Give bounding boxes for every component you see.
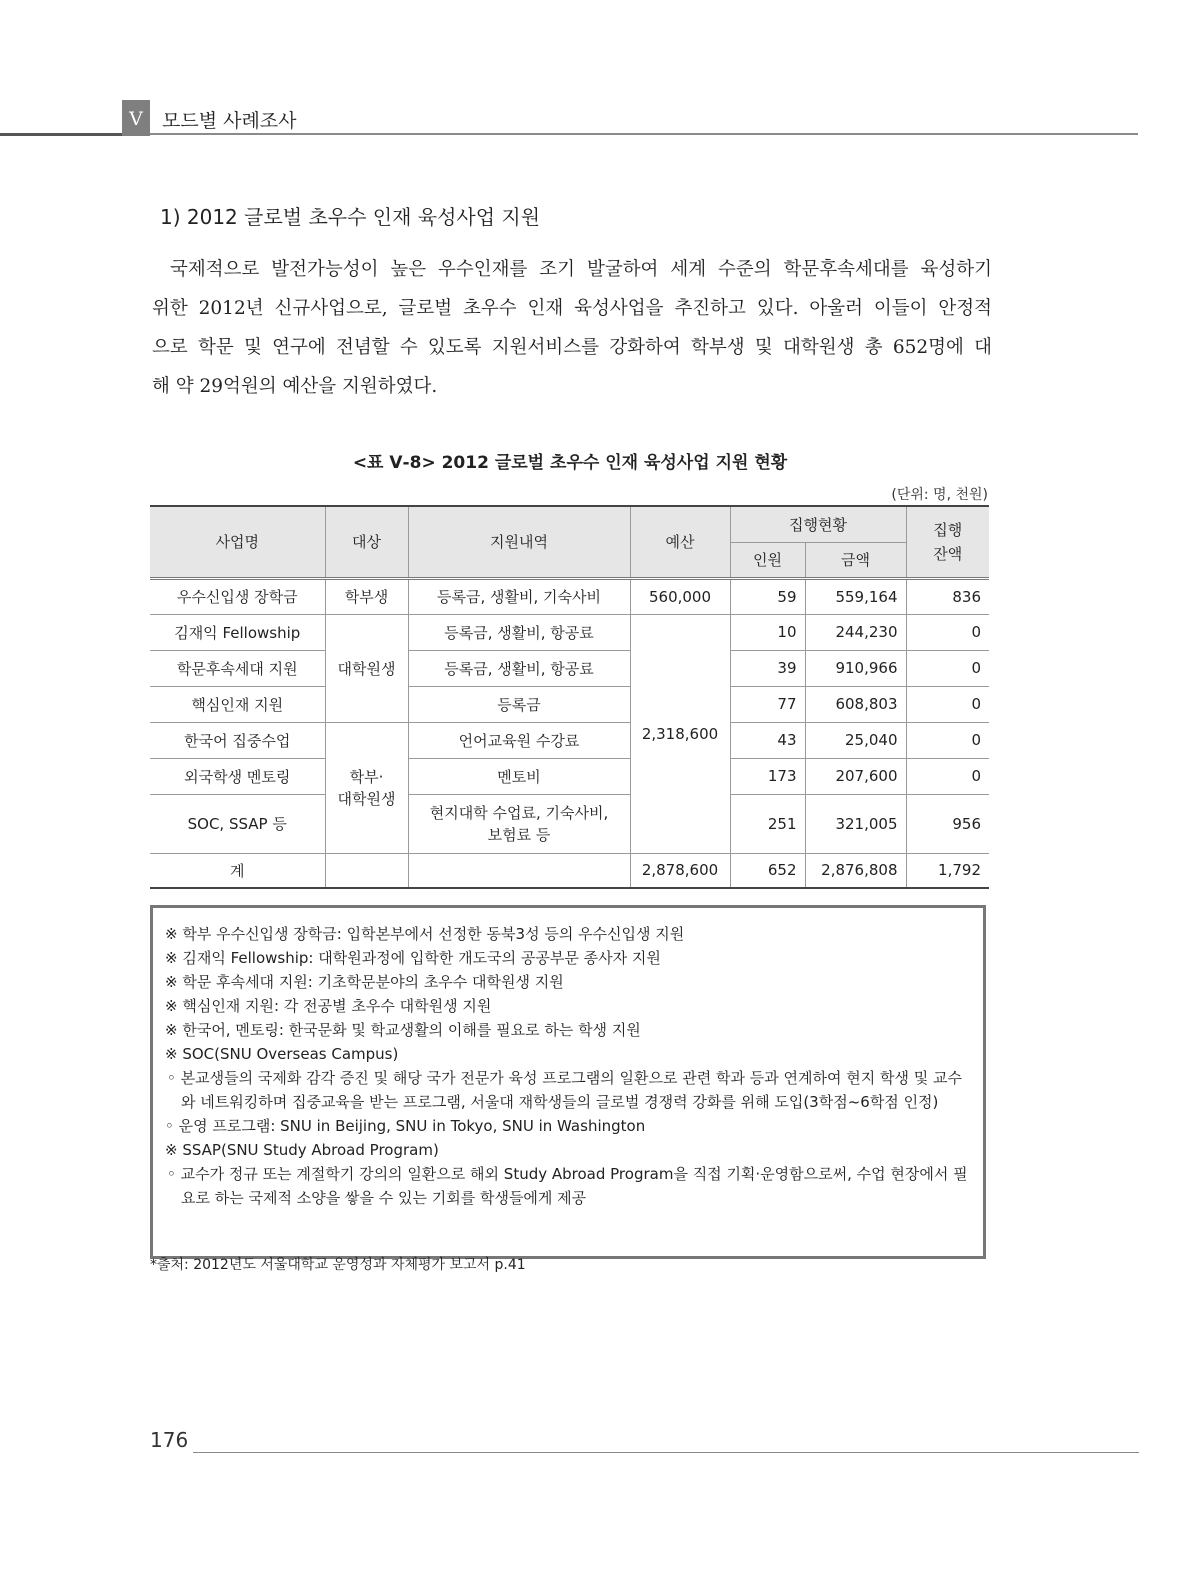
cell-amount: 25,040 xyxy=(805,722,906,758)
paragraph-line: 해 약 29억원의 예산을 지원하였다. xyxy=(152,376,438,397)
cell-content: 등록금, 생활비, 항공료 xyxy=(408,614,630,650)
footer-rule xyxy=(193,1452,1139,1453)
cell-target-mixed-line1: 학부· xyxy=(349,767,384,786)
cell-budget: 560,000 xyxy=(630,578,730,614)
note-item: ◦ 운영 프로그램: SNU in Beijing, SNU in Tokyo, SNU in Washington xyxy=(165,1117,646,1135)
cell-name: 한국어 집중수업 xyxy=(150,722,325,758)
cell-content-line2: 보험료 등 xyxy=(487,825,551,844)
cell-target-mixed-line2: 대학원생 xyxy=(337,789,396,808)
cell-amount: 608,803 xyxy=(805,686,906,722)
table-title: <표 Ⅴ-8> 2012 글로벌 초우수 인재 육성사업 지원 현황 xyxy=(352,453,788,473)
note-item: ※ SSAP(SNU Study Abroad Program) xyxy=(165,1141,439,1159)
cell-balance: 956 xyxy=(906,794,989,853)
cell-balance: 0 xyxy=(906,722,989,758)
cell-total-budget: 2,878,600 xyxy=(630,853,730,888)
cell-target-mixed xyxy=(325,722,408,853)
section-title: 1) 2012 글로벌 초우수 인재 육성사업 지원 xyxy=(160,205,541,229)
cell-target: 학부생 xyxy=(325,578,408,614)
table-row xyxy=(150,614,989,650)
col-header-name: 사업명 xyxy=(150,506,325,578)
cell-name: 학문후속세대 지원 xyxy=(150,650,325,686)
paragraph-line: 국제적으로 발전가능성이 높은 우수인재를 조기 발굴하여 세계 수준의 학문후속세대를 육성하기 xyxy=(170,259,992,280)
table-row xyxy=(150,578,989,614)
table-row xyxy=(150,686,989,722)
cell-budget-merged: 2,318,600 xyxy=(630,614,730,853)
cell-total-persons: 652 xyxy=(730,853,805,888)
cell-balance: 0 xyxy=(906,650,989,686)
table-total-row xyxy=(150,853,989,888)
cell-balance: 0 xyxy=(906,614,989,650)
cell-persons: 10 xyxy=(730,614,805,650)
page-number: 176 xyxy=(150,1428,189,1452)
body-paragraph xyxy=(152,250,992,406)
support-table xyxy=(150,505,989,889)
table-row xyxy=(150,794,989,853)
source-note: *출처: 2012년도 서울대학교 운영성과 자체평가 보고서 p.41 xyxy=(150,1257,526,1273)
cell-name: SOC, SSAP 등 xyxy=(150,794,325,853)
col-header-balance xyxy=(906,506,989,578)
cell-persons: 39 xyxy=(730,650,805,686)
note-item: ※ 학부 우수신입생 장학금: 입학본부에서 선정한 동북3성 등의 우수신입생 지원 xyxy=(165,925,685,943)
table-row xyxy=(150,758,989,794)
cell-amount: 559,164 xyxy=(805,578,906,614)
cell-content-line1: 현지대학 수업료, 기숙사비, xyxy=(429,803,609,822)
cell-name: 핵심인재 지원 xyxy=(150,686,325,722)
cell-amount: 321,005 xyxy=(805,794,906,853)
cell-content: 등록금, 생활비, 기숙사비 xyxy=(408,578,630,614)
note-item: ※ 핵심인재 지원: 각 전공별 초우수 대학원생 지원 xyxy=(165,997,492,1015)
cell-content xyxy=(408,794,630,853)
cell-content: 언어교육원 수강료 xyxy=(408,722,630,758)
cell-persons: 251 xyxy=(730,794,805,853)
header-rule xyxy=(0,133,1138,135)
cell-balance: 0 xyxy=(906,686,989,722)
cell-name: 김재익 Fellowship xyxy=(150,614,325,650)
cell-balance: 0 xyxy=(906,758,989,794)
col-header-target: 대상 xyxy=(325,506,408,578)
cell-content: 등록금 xyxy=(408,686,630,722)
note-item: ※ 한국어, 멘토링: 한국문화 및 학교생활의 이해를 필요로 하는 학생 지원 xyxy=(165,1021,641,1039)
cell-persons: 173 xyxy=(730,758,805,794)
paragraph-line: 으로 학문 및 연구에 전념할 수 있도록 지원서비스를 강화하여 학부생 및 대학원생 총 652명에 대 xyxy=(152,337,992,358)
cell-content: 등록금, 생활비, 항공료 xyxy=(408,650,630,686)
notes-box xyxy=(150,905,986,1259)
table-row xyxy=(150,722,989,758)
table-unit: (단위: 명, 천원) xyxy=(891,487,988,503)
col-header-budget: 예산 xyxy=(630,506,730,578)
col-header-balance-line2: 잔액 xyxy=(933,544,963,563)
cell-empty xyxy=(408,853,630,888)
cell-total-balance: 1,792 xyxy=(906,853,989,888)
cell-amount: 244,230 xyxy=(805,614,906,650)
note-item: ◦ 교수가 정규 또는 계절학기 강의의 일환으로 해외 Study Abroad Program을 직접 기획·운영함으로써, 수업 현장에서 필요로 하는 국제적 소양을 쌓을 수 있는 기회를 학생들에게 제공 xyxy=(167,1165,968,1207)
cell-amount: 910,966 xyxy=(805,650,906,686)
cell-persons: 43 xyxy=(730,722,805,758)
note-item: ◦ 본교생들의 국제화 감각 증진 및 해당 국가 전문가 육성 프로그램의 일환으로 관련 학과 등과 연계하여 현지 학생 및 교수와 네트워킹하며 집중교육을 받는 프로그램, 서울대 재학생들의 글로벌 경쟁력 강화를 위해 도입(3학점~6학점 인정) xyxy=(167,1069,962,1111)
col-header-execution: 집행현황 xyxy=(730,506,906,542)
cell-empty xyxy=(325,853,408,888)
chapter-number-badge: V xyxy=(122,100,150,136)
note-item: ※ SOC(SNU Overseas Campus) xyxy=(165,1045,399,1063)
paragraph-line: 위한 2012년 신규사업으로, 글로벌 초우수 인재 육성사업을 추진하고 있다. 아울러 이들이 안정적 xyxy=(152,298,992,319)
cell-content: 멘토비 xyxy=(408,758,630,794)
chapter-title: 모드별 사례조사 xyxy=(162,110,297,132)
cell-balance: 836 xyxy=(906,578,989,614)
col-header-balance-line1: 집행 xyxy=(933,520,963,539)
cell-persons: 59 xyxy=(730,578,805,614)
cell-target-grad: 대학원생 xyxy=(325,614,408,722)
cell-name: 우수신입생 장학금 xyxy=(150,578,325,614)
cell-name: 외국학생 멘토링 xyxy=(150,758,325,794)
note-item: ※ 학문 후속세대 지원: 기초학문분야의 초우수 대학원생 지원 xyxy=(165,973,564,991)
col-header-persons: 인원 xyxy=(730,542,805,578)
col-header-amount: 금액 xyxy=(805,542,906,578)
cell-total-amount: 2,876,808 xyxy=(805,853,906,888)
cell-persons: 77 xyxy=(730,686,805,722)
col-header-content: 지원내역 xyxy=(408,506,630,578)
table-row xyxy=(150,650,989,686)
cell-amount: 207,600 xyxy=(805,758,906,794)
note-item: ※ 김재익 Fellowship: 대학원과정에 입학한 개도국의 공공부문 종사자 지원 xyxy=(165,949,661,967)
cell-total-label: 계 xyxy=(150,853,325,888)
